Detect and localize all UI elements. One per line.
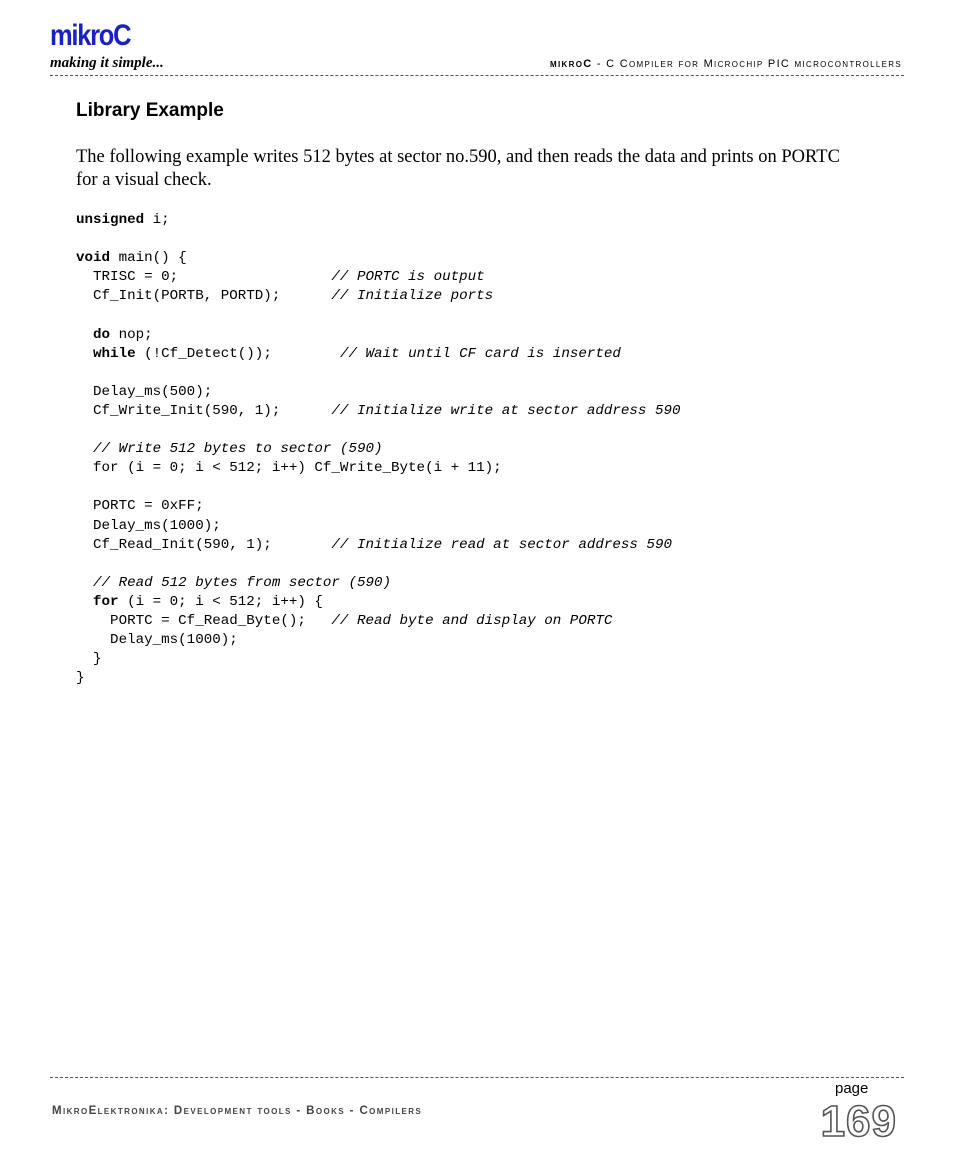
code-line (76, 555, 681, 574)
running-header (550, 58, 902, 70)
code-keyword: void (76, 250, 111, 267)
code-keyword: unsigned (76, 212, 145, 228)
code-text (76, 327, 93, 343)
section-title: Library Example (76, 100, 224, 121)
code-text: nop; (110, 326, 153, 343)
code-line (76, 268, 681, 287)
code-comment: // Wait until CF card is inserted (339, 345, 621, 362)
code-text (76, 441, 93, 457)
code-text: for (i = 0; i < 512; i++) Cf_Write_Byte(i + 11); (76, 460, 502, 477)
code-line (76, 383, 681, 402)
header-subtitle: - C Compiler for Microchip PIC microcontrollers (592, 58, 902, 70)
code-text: Cf_Init(PORTB, PORTD); (76, 288, 332, 305)
code-text (76, 346, 93, 362)
logo-title: mikroC (50, 19, 131, 52)
code-line (76, 440, 681, 459)
code-keyword: for (93, 593, 119, 610)
code-text: } (76, 651, 102, 668)
code-line (76, 364, 681, 383)
code-line (76, 345, 681, 364)
code-line (76, 650, 681, 669)
code-line (76, 517, 681, 536)
page-label: page (835, 1080, 869, 1097)
logo-tagline: making it simple... (50, 55, 164, 71)
intro-paragraph: The following example writes 512 bytes at sector no.590, and then reads the data and prints on PORTC for a visual check. (76, 147, 840, 190)
code-text: (!Cf_Detect()); (135, 345, 340, 362)
code-comment: // Write 512 bytes to sector (590) (93, 441, 383, 458)
code-comment: // Initialize read at sector address 590 (331, 536, 672, 553)
code-line (76, 536, 681, 555)
header-divider (50, 75, 904, 76)
code-line (76, 593, 681, 612)
code-line (76, 211, 681, 230)
code-comment: // Initialize ports (331, 288, 494, 305)
code-text: Cf_Write_Init(590, 1); (76, 402, 332, 419)
code-text: Delay_ms(500); (76, 383, 213, 400)
code-keyword: do (93, 326, 111, 343)
footer-divider (50, 1077, 904, 1078)
code-line (76, 326, 681, 345)
code-keyword: while (93, 345, 136, 362)
logo (50, 20, 164, 72)
code-line (76, 669, 681, 688)
code-text: (i = 0; i < 512; i++) { (118, 593, 323, 610)
code-text: i; (144, 212, 170, 228)
code-comment: // Read 512 bytes from sector (590) (93, 574, 392, 591)
page-number: 169 (820, 1097, 897, 1146)
code-text: PORTC = Cf_Read_Byte(); (76, 612, 332, 629)
code-comment: // PORTC is output (331, 269, 485, 286)
code-line (76, 287, 681, 306)
footer-text: MikroElektronika: Development tools - Books - Compilers (52, 1105, 423, 1117)
code-listing (76, 211, 681, 688)
code-line (76, 230, 681, 249)
code-comment: // Initialize write at sector address 590 (331, 402, 681, 419)
code-line (76, 402, 681, 421)
code-text: main() { (110, 250, 187, 267)
code-line (76, 478, 681, 497)
code-text: TRISC = 0; (76, 269, 332, 286)
code-text (76, 575, 93, 591)
code-text (76, 594, 93, 610)
code-text: } (76, 670, 85, 687)
code-comment: // Read byte and display on PORTC (331, 612, 613, 629)
code-line (76, 306, 681, 325)
code-text: Delay_ms(1000); (76, 517, 221, 534)
code-line (76, 249, 681, 268)
code-line (76, 497, 681, 516)
code-line (76, 459, 681, 478)
code-text: Delay_ms(1000); (76, 632, 238, 649)
code-line (76, 612, 681, 631)
code-line (76, 421, 681, 440)
code-text: PORTC = 0xFF; (76, 498, 204, 515)
code-line (76, 574, 681, 593)
code-text: Cf_Read_Init(590, 1); (76, 536, 332, 553)
code-line (76, 631, 681, 650)
header-brand: mikroC (550, 58, 593, 70)
